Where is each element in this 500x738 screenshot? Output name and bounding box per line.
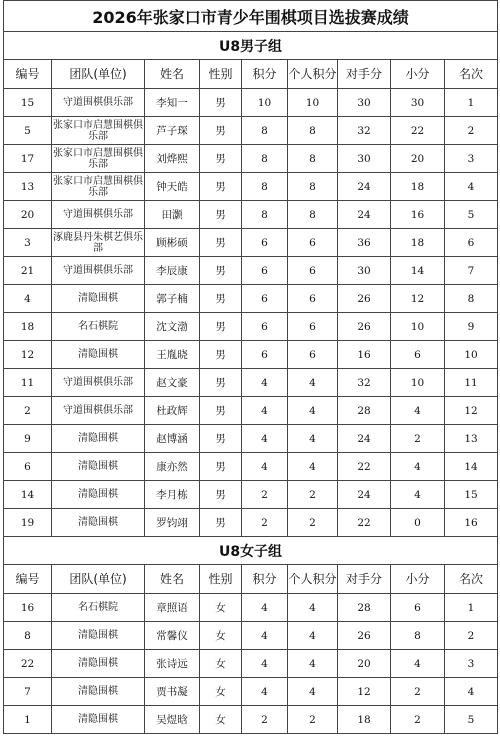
column-header-name: 姓名 (145, 60, 200, 89)
cell-id: 5 (4, 117, 52, 145)
cell-id: 1 (4, 706, 52, 734)
cell-opponent-score: 24 (338, 425, 391, 453)
cell-team: 清隐围棋 (52, 509, 145, 537)
cell-rank: 1 (445, 89, 498, 117)
cell-points: 8 (242, 117, 288, 145)
cell-opponent-score: 12 (338, 678, 391, 706)
cell-tiebreak: 8 (391, 622, 445, 650)
table-row (4, 397, 498, 425)
group-header-row (4, 537, 498, 565)
cell-rank: 14 (445, 453, 498, 481)
cell-points: 8 (242, 201, 288, 229)
cell-gender: 女 (200, 678, 242, 706)
cell-id: 22 (4, 650, 52, 678)
cell-personal-points: 4 (288, 622, 338, 650)
cell-name: 赵博涵 (145, 425, 200, 453)
cell-team: 清隐围棋 (52, 425, 145, 453)
cell-opponent-score: 26 (338, 285, 391, 313)
cell-gender: 男 (200, 173, 242, 201)
cell-tiebreak: 12 (391, 285, 445, 313)
cell-opponent-score: 30 (338, 257, 391, 285)
cell-gender: 男 (200, 89, 242, 117)
table-row (4, 145, 498, 173)
cell-personal-points: 2 (288, 706, 338, 734)
table-row (4, 481, 498, 509)
cell-tiebreak: 30 (391, 89, 445, 117)
cell-id: 13 (4, 173, 52, 201)
cell-id: 6 (4, 453, 52, 481)
cell-id: 7 (4, 678, 52, 706)
cell-gender: 男 (200, 397, 242, 425)
cell-points: 8 (242, 173, 288, 201)
cell-gender: 男 (200, 229, 242, 257)
cell-gender: 女 (200, 650, 242, 678)
cell-team: 清隐围棋 (52, 341, 145, 369)
cell-points: 8 (242, 145, 288, 173)
cell-opponent-score: 28 (338, 397, 391, 425)
cell-rank: 12 (445, 397, 498, 425)
cell-name: 郭子楠 (145, 285, 200, 313)
cell-team: 守道围棋俱乐部 (52, 201, 145, 229)
cell-opponent-score: 32 (338, 117, 391, 145)
cell-gender: 男 (200, 509, 242, 537)
cell-rank: 9 (445, 313, 498, 341)
cell-opponent-score: 32 (338, 369, 391, 397)
cell-points: 4 (242, 425, 288, 453)
cell-points: 2 (242, 706, 288, 734)
cell-points: 6 (242, 257, 288, 285)
cell-rank: 8 (445, 285, 498, 313)
table-row (4, 89, 498, 117)
cell-gender: 女 (200, 594, 242, 622)
column-header-gender: 性别 (200, 60, 242, 89)
column-header-points: 积分 (242, 60, 288, 89)
cell-name: 芦子琛 (145, 117, 200, 145)
cell-opponent-score: 22 (338, 453, 391, 481)
cell-tiebreak: 16 (391, 201, 445, 229)
cell-personal-points: 6 (288, 229, 338, 257)
cell-id: 18 (4, 313, 52, 341)
table-row (4, 453, 498, 481)
cell-points: 4 (242, 678, 288, 706)
cell-gender: 男 (200, 285, 242, 313)
cell-team: 守道围棋俱乐部 (52, 397, 145, 425)
table-row (4, 173, 498, 201)
column-header-rank: 名次 (445, 60, 498, 89)
cell-tiebreak: 2 (391, 425, 445, 453)
cell-opponent-score: 30 (338, 145, 391, 173)
cell-opponent-score: 36 (338, 229, 391, 257)
cell-name: 李月栋 (145, 481, 200, 509)
cell-id: 2 (4, 397, 52, 425)
cell-name: 沈文渤 (145, 313, 200, 341)
cell-opponent-score: 20 (338, 650, 391, 678)
cell-points: 2 (242, 509, 288, 537)
cell-tiebreak: 4 (391, 481, 445, 509)
cell-personal-points: 4 (288, 594, 338, 622)
cell-rank: 7 (445, 257, 498, 285)
cell-rank: 6 (445, 229, 498, 257)
cell-opponent-score: 22 (338, 509, 391, 537)
cell-name: 贾书凝 (145, 678, 200, 706)
cell-points: 4 (242, 397, 288, 425)
cell-personal-points: 4 (288, 425, 338, 453)
cell-points: 4 (242, 453, 288, 481)
cell-opponent-score: 24 (338, 173, 391, 201)
cell-name: 顾彬硕 (145, 229, 200, 257)
cell-personal-points: 4 (288, 650, 338, 678)
cell-id: 11 (4, 369, 52, 397)
cell-team: 张家口市启慧围棋俱乐部 (52, 117, 145, 145)
cell-opponent-score: 24 (338, 481, 391, 509)
cell-id: 21 (4, 257, 52, 285)
column-header-points: 积分 (242, 565, 288, 594)
cell-points: 4 (242, 594, 288, 622)
column-header-opponent-score: 对手分 (338, 60, 391, 89)
cell-opponent-score: 30 (338, 89, 391, 117)
cell-personal-points: 8 (288, 173, 338, 201)
table-row (4, 706, 498, 734)
cell-gender: 男 (200, 369, 242, 397)
table-row (4, 257, 498, 285)
cell-team: 张家口市启慧围棋俱乐部 (52, 145, 145, 173)
column-header-row (4, 60, 498, 89)
cell-team: 名石棋院 (52, 594, 145, 622)
table-row (4, 650, 498, 678)
cell-tiebreak: 22 (391, 117, 445, 145)
cell-id: 19 (4, 509, 52, 537)
cell-tiebreak: 18 (391, 229, 445, 257)
column-header-personal-points: 个人积分 (288, 60, 338, 89)
page-title: 2026年张家口市青少年围棋项目选拔赛成绩 (4, 1, 498, 32)
cell-team: 清隐围棋 (52, 481, 145, 509)
cell-tiebreak: 10 (391, 313, 445, 341)
cell-team: 清隐围棋 (52, 622, 145, 650)
cell-rank: 2 (445, 622, 498, 650)
column-header-row (4, 565, 498, 594)
cell-tiebreak: 4 (391, 650, 445, 678)
cell-name: 李辰康 (145, 257, 200, 285)
cell-name: 刘烨熙 (145, 145, 200, 173)
cell-opponent-score: 26 (338, 622, 391, 650)
cell-name: 章照语 (145, 594, 200, 622)
results-table (3, 0, 498, 734)
cell-team: 守道围棋俱乐部 (52, 369, 145, 397)
table-row (4, 425, 498, 453)
cell-rank: 13 (445, 425, 498, 453)
cell-name: 赵文豪 (145, 369, 200, 397)
cell-points: 4 (242, 650, 288, 678)
column-header-name: 姓名 (145, 565, 200, 594)
cell-id: 8 (4, 622, 52, 650)
cell-name: 罗钧翊 (145, 509, 200, 537)
cell-points: 4 (242, 369, 288, 397)
cell-team: 名石棋院 (52, 313, 145, 341)
cell-id: 20 (4, 201, 52, 229)
group-header-row (4, 32, 498, 60)
cell-name: 钟天皓 (145, 173, 200, 201)
group-title: U8男子组 (4, 32, 498, 60)
table-row (4, 341, 498, 369)
cell-name: 常馨仪 (145, 622, 200, 650)
table-row (4, 369, 498, 397)
title-row (4, 1, 498, 32)
cell-gender: 男 (200, 453, 242, 481)
cell-opponent-score: 24 (338, 201, 391, 229)
cell-team: 清隐围棋 (52, 678, 145, 706)
cell-rank: 4 (445, 173, 498, 201)
cell-rank: 11 (445, 369, 498, 397)
column-header-team: 团队(单位) (52, 565, 145, 594)
table-row (4, 509, 498, 537)
cell-rank: 10 (445, 341, 498, 369)
cell-gender: 男 (200, 341, 242, 369)
cell-tiebreak: 6 (391, 594, 445, 622)
cell-points: 10 (242, 89, 288, 117)
cell-points: 6 (242, 285, 288, 313)
cell-id: 4 (4, 285, 52, 313)
cell-personal-points: 8 (288, 145, 338, 173)
cell-team: 清隐围棋 (52, 650, 145, 678)
cell-gender: 男 (200, 481, 242, 509)
column-header-personal-points: 个人积分 (288, 565, 338, 594)
cell-personal-points: 6 (288, 313, 338, 341)
cell-team: 涿鹿县丹朱棋艺俱乐部 (52, 229, 145, 257)
cell-rank: 1 (445, 594, 498, 622)
cell-personal-points: 8 (288, 117, 338, 145)
cell-personal-points: 4 (288, 369, 338, 397)
cell-team: 张家口市启慧围棋俱乐部 (52, 173, 145, 201)
cell-rank: 3 (445, 145, 498, 173)
table-row (4, 285, 498, 313)
cell-name: 王胤晓 (145, 341, 200, 369)
cell-personal-points: 4 (288, 397, 338, 425)
cell-tiebreak: 4 (391, 453, 445, 481)
group-title: U8女子组 (4, 537, 498, 565)
cell-gender: 男 (200, 145, 242, 173)
results-body (4, 1, 498, 734)
table-row (4, 229, 498, 257)
cell-name: 田灏 (145, 201, 200, 229)
cell-gender: 男 (200, 257, 242, 285)
table-row (4, 201, 498, 229)
column-header-id: 编号 (4, 565, 52, 594)
cell-team: 守道围棋俱乐部 (52, 257, 145, 285)
cell-personal-points: 6 (288, 285, 338, 313)
table-row (4, 678, 498, 706)
cell-id: 9 (4, 425, 52, 453)
cell-tiebreak: 2 (391, 678, 445, 706)
cell-opponent-score: 18 (338, 706, 391, 734)
cell-points: 6 (242, 229, 288, 257)
column-header-tiebreak: 小分 (391, 60, 445, 89)
cell-name: 康亦然 (145, 453, 200, 481)
cell-gender: 女 (200, 706, 242, 734)
column-header-tiebreak: 小分 (391, 565, 445, 594)
cell-personal-points: 6 (288, 257, 338, 285)
cell-rank: 4 (445, 678, 498, 706)
cell-tiebreak: 14 (391, 257, 445, 285)
cell-tiebreak: 20 (391, 145, 445, 173)
cell-rank: 5 (445, 201, 498, 229)
cell-personal-points: 4 (288, 453, 338, 481)
cell-name: 杜政辉 (145, 397, 200, 425)
cell-id: 15 (4, 89, 52, 117)
cell-points: 4 (242, 622, 288, 650)
table-row (4, 117, 498, 145)
cell-team: 守道围棋俱乐部 (52, 89, 145, 117)
cell-id: 16 (4, 594, 52, 622)
cell-points: 6 (242, 341, 288, 369)
cell-opponent-score: 26 (338, 313, 391, 341)
cell-opponent-score: 16 (338, 341, 391, 369)
cell-personal-points: 2 (288, 481, 338, 509)
cell-gender: 女 (200, 622, 242, 650)
cell-rank: 15 (445, 481, 498, 509)
cell-tiebreak: 6 (391, 341, 445, 369)
cell-tiebreak: 18 (391, 173, 445, 201)
cell-tiebreak: 4 (391, 397, 445, 425)
cell-id: 12 (4, 341, 52, 369)
cell-personal-points: 8 (288, 201, 338, 229)
column-header-id: 编号 (4, 60, 52, 89)
cell-personal-points: 10 (288, 89, 338, 117)
cell-rank: 3 (445, 650, 498, 678)
cell-personal-points: 4 (288, 678, 338, 706)
column-header-gender: 性别 (200, 565, 242, 594)
cell-gender: 男 (200, 313, 242, 341)
cell-personal-points: 6 (288, 341, 338, 369)
cell-team: 清隐围棋 (52, 453, 145, 481)
cell-opponent-score: 28 (338, 594, 391, 622)
table-row (4, 594, 498, 622)
cell-id: 14 (4, 481, 52, 509)
cell-tiebreak: 0 (391, 509, 445, 537)
cell-name: 张诗远 (145, 650, 200, 678)
cell-rank: 16 (445, 509, 498, 537)
cell-tiebreak: 10 (391, 369, 445, 397)
cell-gender: 男 (200, 117, 242, 145)
cell-team: 清隐围棋 (52, 706, 145, 734)
cell-id: 3 (4, 229, 52, 257)
cell-points: 6 (242, 313, 288, 341)
column-header-rank: 名次 (445, 565, 498, 594)
table-row (4, 313, 498, 341)
cell-points: 2 (242, 481, 288, 509)
cell-id: 17 (4, 145, 52, 173)
cell-gender: 男 (200, 201, 242, 229)
cell-name: 吴煜晗 (145, 706, 200, 734)
table-row (4, 622, 498, 650)
column-header-team: 团队(单位) (52, 60, 145, 89)
cell-rank: 2 (445, 117, 498, 145)
cell-rank: 5 (445, 706, 498, 734)
cell-tiebreak: 2 (391, 706, 445, 734)
cell-team: 清隐围棋 (52, 285, 145, 313)
cell-name: 李知一 (145, 89, 200, 117)
cell-personal-points: 2 (288, 509, 338, 537)
cell-gender: 男 (200, 425, 242, 453)
column-header-opponent-score: 对手分 (338, 565, 391, 594)
